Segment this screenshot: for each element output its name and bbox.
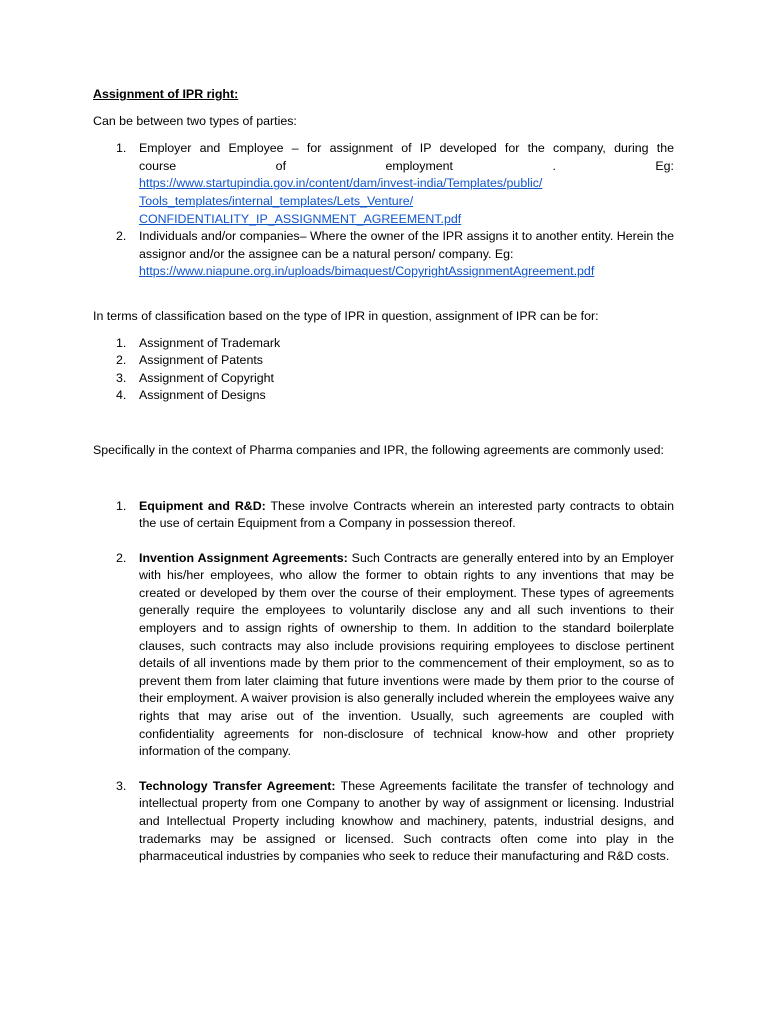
startupindia-link[interactable]: https://www.startupindia.gov.in/content/dam/invest-india/Templates/public/ xyxy=(139,176,543,191)
agreement-title: Equipment and R&D: xyxy=(139,498,266,513)
list-item-text: Individuals and/or companies– Where the owner of the IPR assigns it to another entity. Herein the assignor and/or the assignee can be a natural person/ company. Eg: xyxy=(139,229,674,261)
list-number: 2. xyxy=(116,229,127,244)
list-item-text: course of employment . Eg: xyxy=(139,158,674,173)
classification-intro: In terms of classification based on the type of IPR in question, assignment of IPR can be for: xyxy=(93,308,599,323)
list-number: 1. xyxy=(116,141,127,156)
list-item-text: Assignment of Patents xyxy=(139,353,263,368)
agreements-list xyxy=(93,498,674,866)
list-number: 2. xyxy=(116,353,127,368)
list-item xyxy=(93,228,674,281)
parties-list xyxy=(93,140,674,281)
document-body xyxy=(93,86,674,866)
list-item xyxy=(93,778,674,866)
niapune-link[interactable]: https://www.niapune.org.in/uploads/bimaquest/CopyrightAssignmentAgreement.pdf xyxy=(139,264,595,279)
list-item xyxy=(93,140,674,228)
startupindia-link[interactable]: Tools_templates/internal_templates/Lets_Venture/ xyxy=(139,193,414,208)
parties-intro: Can be between two types of parties: xyxy=(93,113,297,128)
list-number: 1. xyxy=(116,498,127,513)
list-item xyxy=(93,352,674,370)
classification-list xyxy=(93,335,674,405)
list-item xyxy=(93,387,674,405)
list-item-text: Employer and Employee – for assignment of IP developed for the company, during the xyxy=(139,141,674,156)
agreement-title: Technology Transfer Agreement: xyxy=(139,778,336,793)
list-item xyxy=(93,550,674,761)
list-number: 4. xyxy=(116,388,127,403)
section-heading: Assignment of IPR right: xyxy=(93,87,239,101)
list-number: 3. xyxy=(116,778,127,793)
pharma-intro: Specifically in the context of Pharma companies and IPR, the following agreements are commonly used: xyxy=(93,442,664,457)
agreement-description: These Agreements facilitate the transfer of technology and intellectual property from one Company to another by way of assignment or licensing. Industrial and Intellectual Property including knowhow and machinery, patents, industrial designs, and trademarks may be assigned or licensed. Such contracts often come into play in the pharmaceutical industries by companies who seek to reduce their manufacturing and R&D costs. xyxy=(139,778,675,864)
agreement-description: Such Contracts are generally entered into by an Employer with his/her employees, who allow the former to obtain rights to any inventions that may be created or developed by them over the course of their employment. These types of agreements generally require the employees to voluntarily disclose any and all such inventions to their employers and to assign rights of ownership to them. In addition to the standard boilerplate clauses, such contracts may also include provisions requiring employees to disclose pertinent details of all inventions made by them prior to the commencement of their employment, so as to prevent them from later claiming that future inventions were made by them prior to the course of their employment. A waiver provision is also generally included wherein the employees waive any rights that may arise out of the invention. Usually, such agreements are coupled with confidentiality agreements for non-disclosure of technical know-how and other propriety information of the company. xyxy=(139,550,674,759)
list-item-text: Assignment of Copyright xyxy=(139,370,274,385)
list-item xyxy=(93,498,674,533)
list-item xyxy=(93,335,674,353)
list-item xyxy=(93,370,674,388)
agreement-title: Invention Assignment Agreements: xyxy=(139,550,348,565)
startupindia-link[interactable]: CONFIDENTIALITY_IP_ASSIGNMENT_AGREEMENT.pdf xyxy=(139,211,462,226)
list-number: 1. xyxy=(116,335,127,350)
list-number: 2. xyxy=(116,550,127,565)
list-item-text: Assignment of Designs xyxy=(139,388,266,403)
agreement-description: These involve Contracts wherein an interested party contracts to obtain the use of certain Equipment from a Company in possession thereof. xyxy=(139,498,674,531)
list-number: 3. xyxy=(116,370,127,385)
list-item-text: Assignment of Trademark xyxy=(139,335,281,350)
